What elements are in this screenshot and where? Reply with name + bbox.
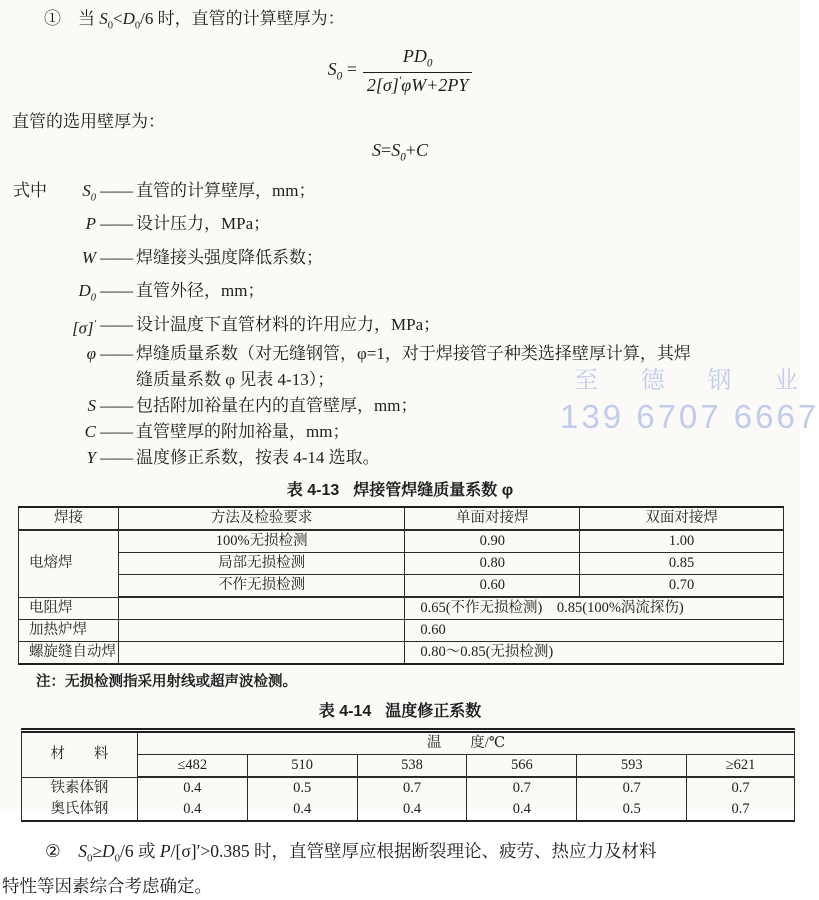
watermark-company-name: 至 德 钢 业 [574,367,817,394]
em-dash: —— [100,247,132,267]
table-row-austenitic-steel: 奥氏体钢 0.4 0.4 0.4 0.4 0.5 0.7 [22,799,795,821]
closing-line-1: ② $S_0\ge D_0/6$ 或 P/[σ]′>0.385 时，直管壁厚应根据断裂理论、疲劳、热应力及材料 [45,841,657,865]
definition-row-d0: $D_0$ —— 直管外径，mm； [0,278,800,311]
table-row: 螺旋缝自动焊 0.80～0.85(无损检测) [19,642,784,665]
var-d0: D [101,841,115,862]
definition-row-c: C —— 直管壁厚的附加裕量，mm； [0,419,800,445]
formula-numerator: $PD_0$ [363,46,472,73]
definition-row-s0: $S_0$ —— 直管的计算壁厚，mm； [0,178,800,211]
table-row: 不作无损检测 0.60 0.70 [19,575,784,598]
formula-lhs: $S_0$ = [327,59,357,83]
selected-thickness-line: 直管的选用壁厚为： [12,112,165,132]
cell-resistance-welding: 电阻焊 [19,597,119,620]
definition-row-w: W —— 焊缝接头强度降低系数； [0,245,800,278]
header-material: 材 料 [22,731,138,778]
table-4-14-title: 表 4-14 温度修正系数 [318,703,482,721]
table-row: 电阻焊 0.65(不作无损检测) 0.85(100%涡流探伤) [19,597,784,620]
header-double-butt-weld: 双面对接焊 [580,507,784,530]
formula-fraction [363,46,472,96]
defs-lead: 式中 [13,180,47,200]
formula-calculated-wall-thickness [0,42,800,100]
definition-row-sigma: [σ]′ —— 设计温度下直管材料的许用应力，MPa； [0,312,800,342]
header-welding: 焊接 [19,507,119,530]
em-dash: —— [100,396,132,416]
cell-fusion-welding: 电熔焊 [19,530,119,597]
table-row: 加热炉焊 0.60 [19,620,784,642]
definition-row-y: Y —— 温度修正系数，按表 4-14 选取。 [0,445,800,471]
intro-text: ① 当 [44,9,100,28]
table-4-13-title: 表 4-13 焊接管焊缝质量系数 φ [286,482,514,500]
em-dash: —— [100,281,132,301]
em-dash: —— [100,214,132,234]
table-4-14-temp-row: ≤482 510 538 566 593 ≥621 [22,755,795,778]
header-single-butt-weld: 单面对接焊 [405,507,580,530]
var-s0: S [78,841,87,862]
cell-furnace-welding: 加热炉焊 [19,620,119,642]
definition-row-p: P —— 设计压力，MPa； [0,211,800,244]
em-dash: —— [100,180,132,200]
var-s0: S [99,9,108,28]
em-dash: —— [100,422,132,442]
definition-row-phi: φ —— 焊缝质量系数（对无缝钢管，φ=1，对于焊接管子种类选择壁厚计算，其焊 [0,341,800,367]
cell-spiral-seam-welding: 螺旋缝自动焊 [19,642,119,665]
table-4-14-header-row [22,731,795,755]
intro-paragraph: ① 当 $S_0<D_0/6$ 时，直管的计算壁厚为： [44,9,345,32]
watermark-phone-number: 139 6707 6667 [560,398,819,435]
table-4-13 [18,506,784,665]
symbol-definitions [0,178,819,471]
formula-selected-wall-thickness: $S=S_0+C$ [372,140,428,164]
definition-row-phi-continuation: 缝质量系数 φ 见表 4-13）； [136,370,335,390]
table-4-13-header-row [19,507,784,530]
em-dash: —— [100,448,132,468]
table-row-ferritic-steel: 铁素体钢 0.4 0.5 0.7 0.7 0.7 0.7 [22,777,795,799]
closing-paragraph [2,838,790,900]
header-temperature: 温 度/℃ [137,731,794,755]
table-row: 局部无损检测 0.80 0.85 [19,553,784,575]
table-row: 电熔焊 100%无损检测 0.90 1.00 [19,530,784,553]
em-dash: —— [100,314,132,334]
var-p: P [159,841,171,862]
var-d0: D [122,9,135,28]
formula-denominator: 2[σ]′φW+2PY [366,74,469,95]
em-dash: —— [100,344,132,364]
closing-line-2: 特性等因素综合考虑确定。 [2,875,212,896]
table-4-14 [21,728,795,822]
definition-row-s: S —— 包括附加裕量在内的直管壁厚，mm； [0,393,800,419]
header-method: 方法及检验要求 [118,507,404,530]
table-4-13-note: 注：无损检测指采用射线或超声波检测。 [36,674,297,691]
